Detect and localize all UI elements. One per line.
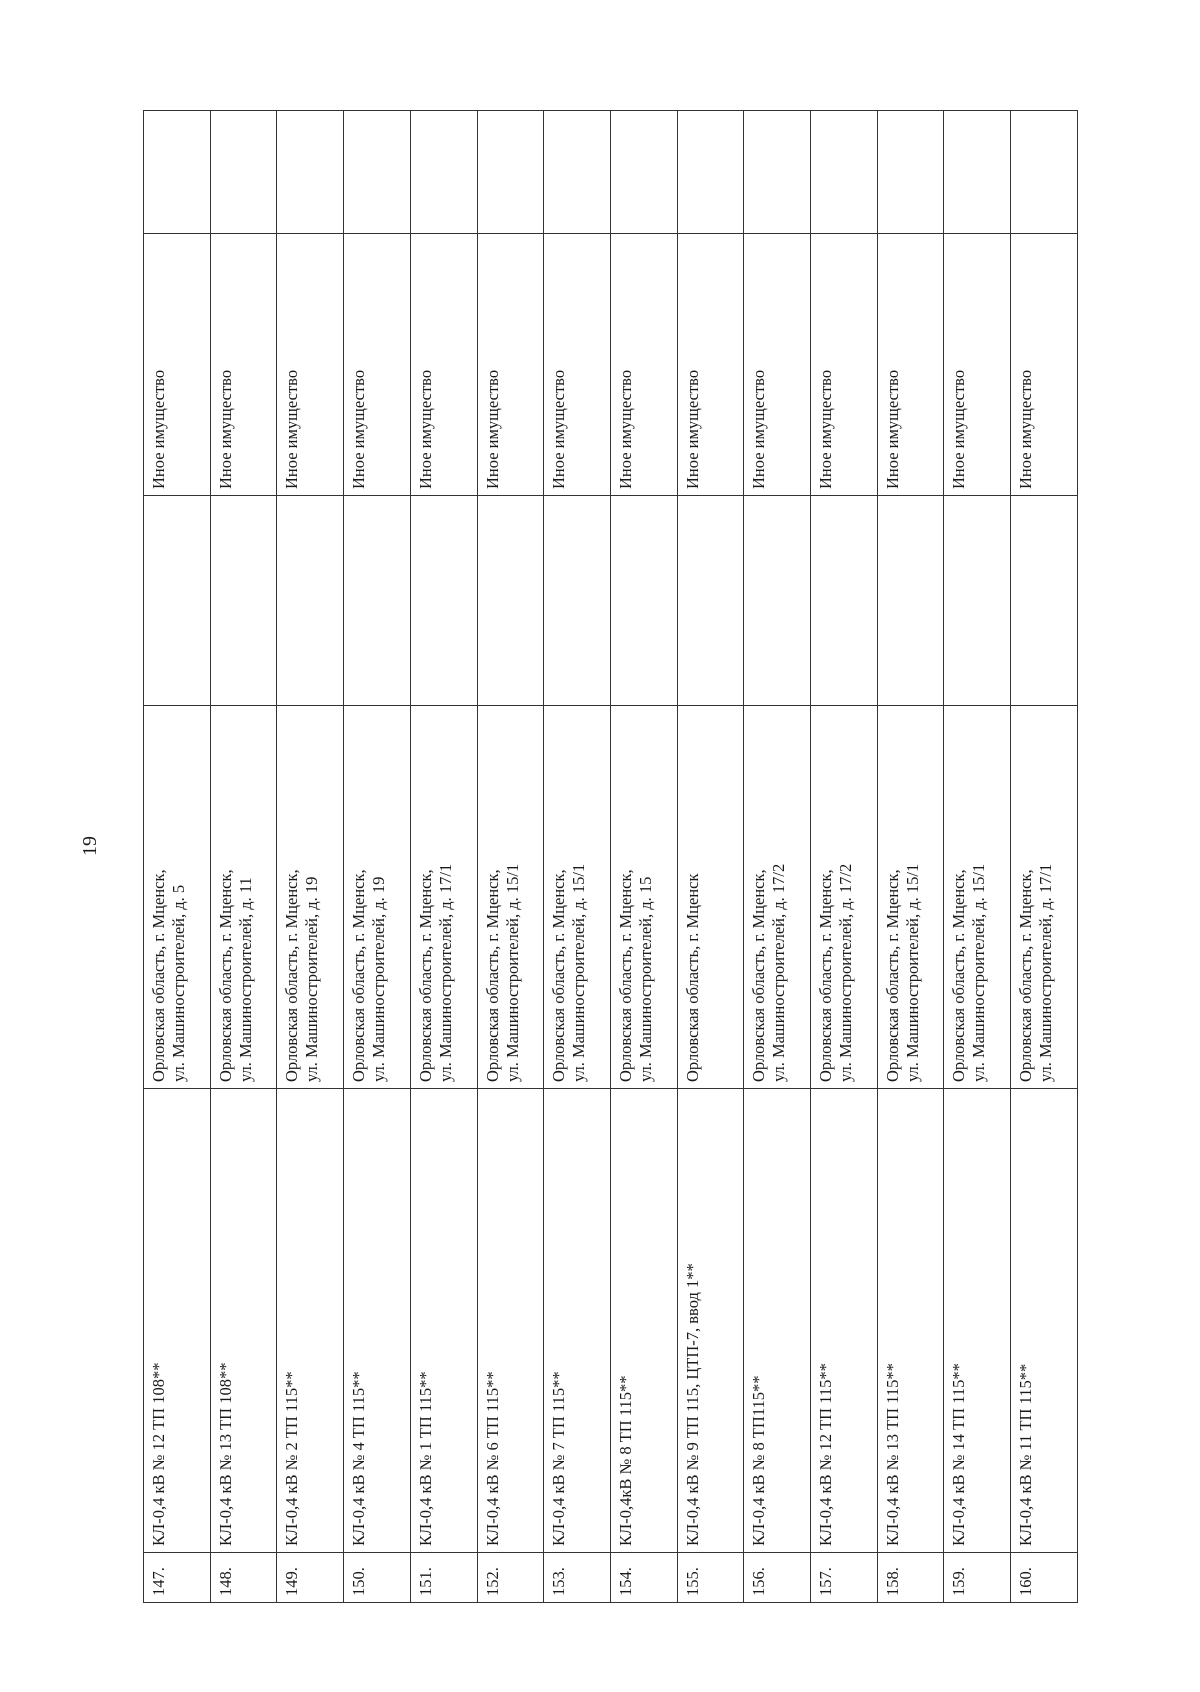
notes-cell <box>477 111 544 234</box>
address-line-1: Орловская область, г. Мценск, <box>282 869 302 1082</box>
property-type: Иное имущество <box>144 234 211 496</box>
object-characteristics <box>944 496 1011 706</box>
row-number: 152. <box>477 1553 544 1603</box>
object-characteristics <box>744 496 811 706</box>
object-address <box>1011 706 1078 1089</box>
object-characteristics <box>144 496 211 706</box>
table-row <box>811 111 878 1603</box>
object-name: КЛ-0,4 кВ № 11 ТП 115** <box>1011 1089 1078 1553</box>
object-name: КЛ-0,4 кВ № 9 ТП 115, ЦТП-7, ввод 1** <box>677 1089 744 1553</box>
table-row <box>144 111 211 1603</box>
address-line-1: Орловская область, г. Мценск, <box>415 869 435 1082</box>
row-number: 160. <box>1011 1553 1078 1603</box>
object-address <box>144 706 211 1089</box>
address-line-1: Орловская область, г. Мценск, <box>949 869 969 1082</box>
table-row <box>744 111 811 1603</box>
row-number: 158. <box>877 1553 944 1603</box>
address-line-2: ул. Машиностроителей, д. 15/1 <box>569 863 589 1082</box>
notes-cell <box>944 111 1011 234</box>
table-row <box>1011 111 1078 1603</box>
address-line-1: Орловская область, г. Мценск, <box>749 869 769 1082</box>
property-type: Иное имущество <box>477 234 544 496</box>
property-type: Иное имущество <box>811 234 878 496</box>
row-number: 159. <box>944 1553 1011 1603</box>
row-number: 147. <box>144 1553 211 1603</box>
address-line-2: ул. Машиностроителей, д. 15/1 <box>502 863 522 1082</box>
property-table <box>143 110 1078 1603</box>
object-address <box>277 706 344 1089</box>
notes-cell <box>344 111 411 234</box>
object-characteristics <box>811 496 878 706</box>
address-line-1: Орловская область, г. Мценск, <box>482 869 502 1082</box>
object-address <box>744 706 811 1089</box>
object-address <box>344 706 411 1089</box>
address-line-2: ул. Машиностроителей, д. 15 <box>635 876 655 1082</box>
table-row <box>677 111 744 1603</box>
address-line-2: ул. Машиностроителей, д. 15/1 <box>902 863 922 1082</box>
address-line-2: ул. Машиностроителей, д. 11 <box>235 877 255 1082</box>
object-address <box>610 706 677 1089</box>
object-characteristics <box>410 496 477 706</box>
property-type: Иное имущество <box>677 234 744 496</box>
object-address <box>410 706 477 1089</box>
notes-cell <box>1011 111 1078 234</box>
table-row <box>410 111 477 1603</box>
address-line-1: Орловская область, г. Мценск, <box>349 869 369 1082</box>
property-type: Иное имущество <box>210 234 277 496</box>
table-row <box>610 111 677 1603</box>
object-name: КЛ-0,4 кВ № 2 ТП 115** <box>277 1089 344 1553</box>
property-type: Иное имущество <box>344 234 411 496</box>
row-number: 148. <box>210 1553 277 1603</box>
property-type: Иное имущество <box>1011 234 1078 496</box>
notes-cell <box>277 111 344 234</box>
object-address <box>944 706 1011 1089</box>
notes-cell <box>210 111 277 234</box>
address-line-1: Орловская область, г. Мценск, <box>215 869 235 1082</box>
property-type: Иное имущество <box>877 234 944 496</box>
address-line-1: Орловская область, г. Мценск, <box>882 869 902 1082</box>
property-type: Иное имущество <box>277 234 344 496</box>
address-line-2: ул. Машиностроителей, д. 19 <box>369 876 389 1082</box>
table-row <box>944 111 1011 1603</box>
object-address <box>811 706 878 1089</box>
property-type: Иное имущество <box>410 234 477 496</box>
table-row <box>344 111 411 1603</box>
object-characteristics <box>477 496 544 706</box>
address-line-2: ул. Машиностроителей, д. 5 <box>169 884 188 1082</box>
table-row <box>544 111 611 1603</box>
row-number: 157. <box>811 1553 878 1603</box>
object-characteristics <box>610 496 677 706</box>
table-row <box>210 111 277 1603</box>
address-line-1: Орловская область, г. Мценск, <box>615 869 635 1082</box>
object-name: КЛ-0,4 кВ № 14 ТП 115** <box>944 1089 1011 1553</box>
property-table-container <box>143 111 1078 1603</box>
notes-cell <box>610 111 677 234</box>
object-characteristics <box>344 496 411 706</box>
notes-cell <box>877 111 944 234</box>
property-type: Иное имущество <box>544 234 611 496</box>
property-type: Иное имущество <box>744 234 811 496</box>
object-name: КЛ-0,4 кВ № 13 ТП 115** <box>877 1089 944 1553</box>
notes-cell <box>410 111 477 234</box>
object-name: КЛ-0,4 кВ № 7 ТП 115** <box>544 1089 611 1553</box>
row-number: 151. <box>410 1553 477 1603</box>
object-name: КЛ-0,4кВ № 8 ТП 115** <box>610 1089 677 1553</box>
object-name: КЛ-0,4 кВ № 6 ТП 115** <box>477 1089 544 1553</box>
address-line-2: ул. Машиностроителей, д. 17/2 <box>836 863 856 1082</box>
address-line-2: ул. Машиностроителей, д. 19 <box>302 876 322 1082</box>
page-number: 19 <box>79 836 101 856</box>
row-number: 149. <box>277 1553 344 1603</box>
property-type: Иное имущество <box>610 234 677 496</box>
row-number: 154. <box>610 1553 677 1603</box>
row-number: 150. <box>344 1553 411 1603</box>
property-type: Иное имущество <box>944 234 1011 496</box>
notes-cell <box>144 111 211 234</box>
row-number: 156. <box>744 1553 811 1603</box>
object-address <box>877 706 944 1089</box>
notes-cell <box>744 111 811 234</box>
object-address <box>477 706 544 1089</box>
table-row <box>477 111 544 1603</box>
object-address <box>544 706 611 1089</box>
address-line-1: Орловская область, г. Мценск, <box>549 869 569 1082</box>
address-line-1: Орловская область, г. Мценск <box>682 873 702 1082</box>
object-address <box>677 706 744 1089</box>
notes-cell <box>544 111 611 234</box>
object-characteristics <box>1011 496 1078 706</box>
row-number: 155. <box>677 1553 744 1603</box>
address-line-1: Орловская область, г. Мценск, <box>816 869 836 1082</box>
object-name: КЛ-0,4 кВ № 13 ТП 108** <box>210 1089 277 1553</box>
object-name: КЛ-0,4 кВ № 12 ТП 115** <box>811 1089 878 1553</box>
object-characteristics <box>277 496 344 706</box>
object-characteristics <box>544 496 611 706</box>
object-name: КЛ-0,4 кВ № 1 ТП 115** <box>410 1089 477 1553</box>
address-line-2: ул. Машиностроителей, д. 17/2 <box>769 863 789 1082</box>
address-line-2: ул. Машиностроителей, д. 17/1 <box>1036 863 1056 1082</box>
object-characteristics <box>877 496 944 706</box>
notes-cell <box>811 111 878 234</box>
row-number: 153. <box>544 1553 611 1603</box>
object-name: КЛ-0,4 кВ № 12 ТП 108** <box>144 1089 211 1553</box>
address-line-1: Орловская область, г. Мценск, <box>1016 869 1036 1082</box>
object-name: КЛ-0,4 кВ № 8 ТП115** <box>744 1089 811 1553</box>
object-address <box>210 706 277 1089</box>
object-characteristics <box>677 496 744 706</box>
object-characteristics <box>210 496 277 706</box>
address-line-2: ул. Машиностроителей, д. 15/1 <box>969 863 989 1082</box>
table-row <box>877 111 944 1603</box>
address-line-1: Орловская область, г. Мценск, <box>149 869 168 1082</box>
notes-cell <box>677 111 744 234</box>
table-row <box>277 111 344 1603</box>
object-name: КЛ-0,4 кВ № 4 ТП 115** <box>344 1089 411 1553</box>
address-line-2: ул. Машиностроителей, д. 17/1 <box>435 863 455 1082</box>
